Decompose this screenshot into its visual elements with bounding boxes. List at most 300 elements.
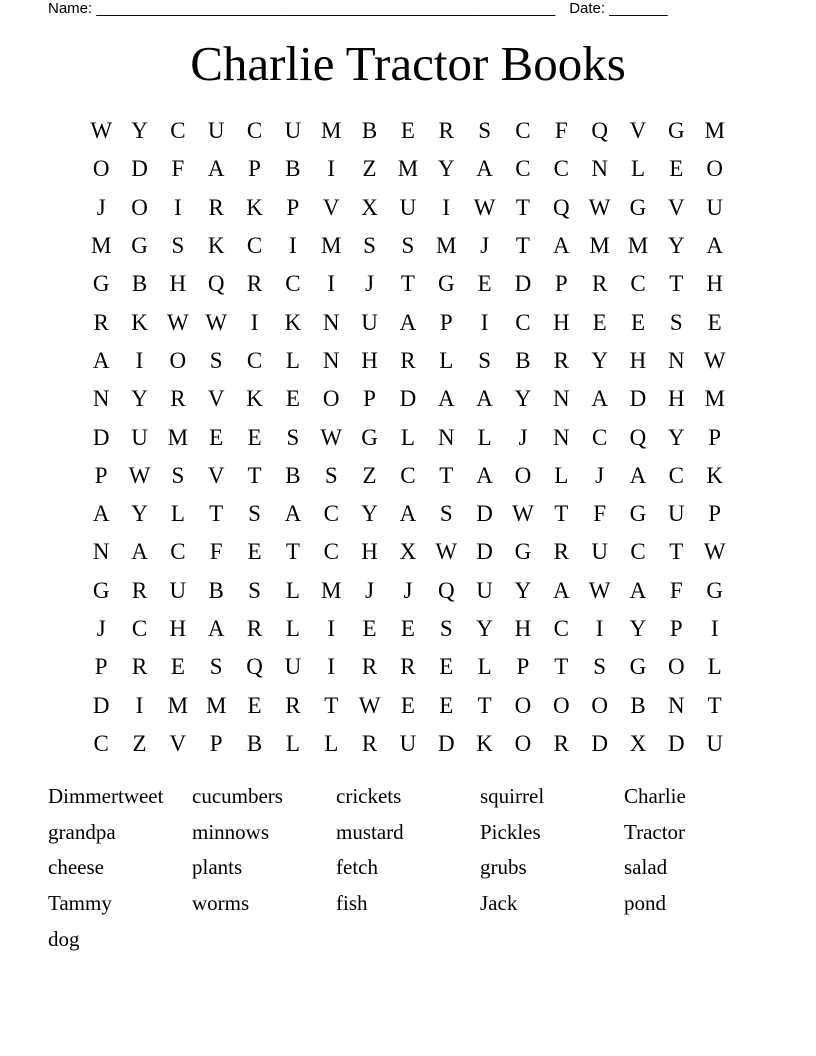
grid-letter: I — [174, 194, 182, 220]
grid-letter: S — [669, 309, 683, 335]
grid-letter: M — [321, 577, 342, 603]
grid-letter: S — [171, 462, 185, 488]
grid-letter: Q — [629, 424, 647, 450]
grid-letter: P — [554, 271, 568, 297]
grid-letter: J — [595, 462, 605, 488]
grid-letter: D — [399, 386, 417, 412]
grid-letter: E — [400, 616, 415, 641]
grid-letter: H — [668, 386, 685, 412]
grid-letter: D — [668, 730, 685, 756]
grid-letter: F — [669, 577, 683, 603]
grid-letter: A — [629, 577, 647, 603]
grid-letter: P — [286, 194, 300, 220]
grid-letter: W — [703, 539, 726, 565]
grid-letter: G — [361, 424, 378, 450]
grid-letter: Y — [131, 118, 148, 144]
grid-letter: B — [361, 118, 378, 144]
grid-letter: V — [322, 194, 340, 220]
grid-letter: S — [439, 501, 453, 527]
grid-letter: V — [169, 730, 187, 756]
grid-letter: B — [285, 156, 301, 182]
grid-letter: Y — [668, 233, 685, 259]
grid-letter: T — [324, 692, 339, 718]
worksheet-header — [48, 0, 668, 18]
grid-row — [82, 725, 734, 763]
grid-letter: L — [285, 730, 300, 756]
grid-letter: J — [365, 577, 375, 603]
grid-letter: U — [399, 730, 417, 756]
grid-letter: N — [437, 424, 455, 450]
grid-letter: S — [478, 347, 491, 373]
grid-letter: C — [630, 271, 646, 297]
grid-letter: A — [92, 347, 110, 373]
grid-letter: E — [209, 424, 224, 450]
grid-letter: E — [400, 692, 415, 718]
grid-letter: C — [246, 233, 263, 259]
grid-letter: A — [552, 233, 570, 259]
grid-letter: A — [207, 616, 225, 641]
grid-letter: P — [363, 386, 376, 412]
grid-letter: R — [131, 577, 148, 603]
grid-letter: V — [629, 118, 647, 144]
grid-letter: Y — [131, 501, 148, 527]
grid-row — [82, 610, 734, 648]
grid-letter: E — [247, 692, 262, 718]
grid-letter: H — [169, 616, 187, 641]
grid-letter: T — [285, 539, 300, 565]
grid-letter: R — [246, 616, 263, 641]
grid-letter: P — [708, 501, 722, 527]
grid-letter: A — [399, 309, 417, 335]
grid-letter: M — [704, 386, 725, 412]
grid-letter: Q — [246, 654, 263, 680]
grid-letter: L — [285, 577, 300, 603]
grid-letter: N — [668, 692, 685, 718]
grid-letter: K — [207, 233, 225, 259]
grid-letter: U — [284, 118, 302, 144]
grid-letter: U — [399, 194, 417, 220]
grid-letter: T — [439, 462, 454, 488]
word-list — [48, 780, 768, 958]
grid-letter: B — [246, 730, 263, 756]
grid-letter: D — [514, 271, 532, 297]
grid-letter: R — [361, 730, 378, 756]
grid-letter: I — [480, 309, 489, 335]
word-list-item: minnows — [192, 819, 270, 844]
grid-letter: R — [285, 692, 301, 718]
grid-letter: M — [205, 692, 227, 718]
word-list-item: squirrel — [480, 784, 545, 808]
grid-letter: U — [131, 424, 148, 450]
grid-letter: L — [554, 462, 569, 488]
grid-letter: T — [669, 539, 684, 565]
grid-row — [82, 303, 734, 341]
grid-letter: H — [629, 347, 647, 373]
grid-letter: U — [476, 577, 493, 603]
grid-letter: B — [131, 271, 148, 297]
grid-letter: O — [514, 730, 532, 756]
grid-letter: M — [321, 233, 342, 259]
grid-letter: W — [358, 692, 381, 718]
grid-letter: V — [207, 386, 225, 412]
grid-letter: N — [322, 347, 340, 373]
grid-letter: T — [477, 692, 492, 718]
grid-letter: X — [399, 539, 417, 565]
grid-letter: C — [400, 462, 416, 488]
grid-letter: I — [135, 347, 144, 373]
letter-grid — [82, 112, 734, 763]
grid-letter: V — [207, 462, 225, 488]
word-list-item: worms — [192, 891, 250, 916]
grid-letter: W — [128, 462, 151, 488]
grid-letter: E — [400, 118, 415, 144]
grid-letter: E — [439, 654, 454, 680]
grid-row — [82, 686, 734, 724]
grid-letter: H — [706, 271, 723, 297]
grid-letter: Y — [514, 577, 532, 603]
word-list-item: Charlie — [624, 784, 686, 808]
grid-letter: L — [477, 424, 492, 450]
grid-letter: F — [171, 156, 185, 182]
grid-letter: E — [477, 271, 492, 297]
grid-letter: P — [94, 654, 108, 680]
grid-letter: Z — [132, 730, 147, 756]
grid-letter: O — [514, 692, 532, 718]
grid-letter: S — [478, 118, 491, 144]
grid-letter: T — [515, 194, 530, 220]
grid-letter: L — [477, 654, 492, 680]
grid-letter: W — [435, 539, 458, 565]
grid-letter: I — [327, 616, 336, 641]
grid-letter: E — [362, 616, 377, 641]
grid-letter: R — [400, 654, 416, 680]
grid-letter: L — [170, 501, 185, 527]
grid-row — [82, 572, 734, 610]
word-list-item: Tammy — [48, 891, 112, 916]
grid-letter: Q — [207, 271, 225, 297]
grid-letter: P — [439, 309, 453, 335]
grid-letter: C — [553, 156, 569, 182]
grid-letter: R — [438, 118, 454, 144]
grid-letter: C — [323, 539, 339, 565]
grid-letter: I — [135, 692, 144, 718]
grid-letter: O — [131, 194, 148, 220]
grid-letter: V — [668, 194, 685, 220]
grid-letter: B — [515, 347, 531, 373]
grid-letter: R — [553, 730, 569, 756]
grid-letter: A — [476, 462, 493, 488]
grid-letter: I — [250, 309, 259, 335]
grid-letter: J — [403, 577, 413, 603]
grid-letter: R — [553, 539, 569, 565]
grid-letter: C — [170, 118, 186, 144]
grid-letter: Z — [362, 156, 377, 182]
grid-letter: O — [322, 386, 340, 412]
grid-letter: W — [320, 424, 343, 450]
grid-letter: C — [246, 118, 263, 144]
grid-letter: R — [93, 309, 109, 335]
grid-letter: A — [284, 501, 302, 527]
word-list-item: grandpa — [48, 819, 116, 844]
grid-row — [82, 648, 734, 686]
grid-letter: I — [327, 156, 336, 182]
grid-letter: L — [285, 616, 300, 641]
grid-letter: D — [92, 692, 110, 718]
grid-letter: A — [552, 577, 570, 603]
grid-letter: B — [630, 692, 646, 718]
grid-letter: Y — [668, 424, 685, 450]
grid-letter: Y — [514, 386, 532, 412]
grid-letter: N — [552, 424, 570, 450]
grid-letter: K — [246, 194, 263, 220]
grid-letter: O — [552, 692, 570, 718]
grid-row — [82, 533, 734, 571]
grid-letter: A — [437, 386, 455, 412]
grid-letter: F — [209, 539, 223, 565]
grid-letter: E — [592, 309, 607, 335]
grid-letter: N — [92, 386, 110, 412]
grid-letter: H — [169, 271, 187, 297]
grid-letter: Y — [437, 156, 455, 182]
grid-letter: I — [327, 271, 336, 297]
word-list-item: cheese — [48, 855, 104, 880]
grid-letter: D — [131, 156, 148, 182]
grid-letter: G — [131, 233, 148, 259]
grid-letter: E — [630, 309, 646, 335]
grid-letter: P — [248, 156, 261, 182]
grid-row — [82, 342, 734, 380]
grid-letter: R — [400, 347, 416, 373]
grid-letter: R — [246, 271, 263, 297]
grid-letter: T — [400, 271, 415, 297]
grid-letter: W — [205, 309, 228, 335]
grid-letter: T — [554, 501, 569, 527]
grid-letter: C — [170, 539, 186, 565]
grid-letter: A — [92, 501, 110, 527]
grid-letter: U — [706, 730, 723, 756]
grid-letter: D — [437, 730, 455, 756]
grid-letter: S — [209, 347, 223, 373]
date-line: Date: _______ — [569, 0, 668, 17]
grid-row — [82, 189, 734, 227]
grid-letter: I — [710, 616, 719, 641]
grid-letter: K — [476, 730, 493, 756]
grid-letter: R — [208, 194, 224, 220]
grid-letter: S — [593, 654, 607, 680]
grid-letter: D — [629, 386, 647, 412]
grid-letter: U — [668, 501, 685, 527]
grid-letter: W — [588, 577, 611, 603]
grid-letter: H — [361, 539, 378, 565]
grid-letter: A — [476, 386, 493, 412]
grid-letter: G — [629, 501, 647, 527]
grid-letter: N — [92, 539, 110, 565]
grid-letter: P — [516, 654, 530, 680]
word-list-item: cucumbers — [192, 784, 283, 808]
grid-letter: C — [93, 730, 109, 756]
grid-letter: A — [476, 156, 493, 182]
grid-letter: I — [442, 194, 451, 220]
grid-letter: Q — [591, 118, 608, 144]
grid-letter: Y — [131, 386, 148, 412]
grid-letter: N — [591, 156, 608, 182]
grid-letter: L — [400, 424, 415, 450]
grid-letter: L — [285, 347, 300, 373]
grid-letter: I — [289, 233, 297, 259]
word-list-item: grubs — [480, 855, 527, 880]
grid-letter: H — [514, 616, 532, 641]
grid-letter: U — [207, 118, 225, 144]
word-list-item: pond — [624, 891, 666, 916]
grid-letter: T — [209, 501, 224, 527]
grid-letter: G — [629, 194, 647, 220]
grid-letter: H — [552, 309, 570, 335]
grid-letter: T — [554, 654, 569, 680]
grid-letter: S — [363, 233, 376, 259]
grid-letter: O — [591, 692, 608, 718]
grid-letter: U — [169, 577, 187, 603]
grid-letter: G — [92, 577, 110, 603]
grid-row — [82, 380, 734, 418]
grid-letter: G — [668, 118, 685, 144]
word-list-item: dog — [48, 926, 80, 951]
grid-letter: Q — [552, 194, 570, 220]
grid-letter: Y — [476, 616, 493, 641]
grid-letter: M — [627, 233, 649, 259]
grid-letter: B — [285, 462, 301, 488]
grid-letter: D — [476, 501, 493, 527]
grid-letter: K — [131, 309, 148, 335]
grid-letter: R — [170, 386, 186, 412]
grid-letter: Z — [362, 462, 377, 488]
grid-letter: U — [284, 654, 302, 680]
grid-letter: C — [131, 616, 148, 641]
grid-letter: S — [324, 462, 338, 488]
grid-letter: A — [131, 539, 148, 565]
grid-letter: X — [361, 194, 378, 220]
grid-letter: D — [591, 730, 608, 756]
grid-letter: C — [591, 424, 608, 450]
grid-letter: X — [629, 730, 647, 756]
word-list-item: fetch — [336, 855, 378, 880]
grid-letter: G — [629, 654, 647, 680]
grid-letter: S — [171, 233, 185, 259]
grid-letter: I — [327, 654, 336, 680]
grid-letter: D — [476, 539, 493, 565]
grid-letter: A — [591, 386, 608, 412]
grid-letter: E — [170, 654, 185, 680]
grid-row — [82, 495, 734, 533]
grid-letter: T — [707, 692, 722, 718]
grid-letter: W — [167, 309, 189, 335]
grid-letter: O — [169, 347, 187, 373]
grid-letter: Y — [629, 616, 647, 641]
grid-letter: O — [514, 462, 532, 488]
grid-letter: U — [591, 539, 608, 565]
grid-letter: O — [668, 654, 685, 680]
word-list-item: Tractor — [624, 819, 686, 844]
grid-letter: O — [706, 156, 723, 182]
grid-letter: M — [704, 118, 725, 144]
grid-letter: U — [706, 194, 723, 220]
grid-letter: G — [437, 271, 455, 297]
grid-letter: T — [247, 462, 262, 488]
grid-letter: P — [209, 730, 223, 756]
grid-letter: J — [96, 194, 106, 220]
grid-letter: O — [92, 156, 110, 182]
grid-letter: E — [247, 424, 262, 450]
grid-letter: L — [707, 654, 722, 680]
grid-letter: C — [323, 501, 339, 527]
grid-letter: C — [515, 309, 531, 335]
word-list-item: crickets — [336, 784, 402, 808]
grid-letter: C — [246, 347, 263, 373]
grid-letter: C — [515, 118, 531, 144]
grid-letter: M — [397, 156, 419, 182]
grid-letter: M — [436, 233, 457, 259]
grid-letter: G — [514, 539, 532, 565]
grid-letter: S — [248, 501, 261, 527]
word-list-item: Dimmertweet — [48, 784, 164, 808]
grid-letter: B — [208, 577, 224, 603]
grid-letter: J — [365, 271, 375, 297]
grid-letter: W — [473, 194, 496, 220]
grid-letter: E — [669, 156, 684, 182]
grid-row — [82, 418, 734, 456]
grid-letter: L — [630, 156, 646, 182]
grid-letter: S — [209, 654, 223, 680]
grid-row — [82, 457, 734, 495]
grid-letter: E — [439, 692, 454, 718]
grid-letter: E — [247, 539, 262, 565]
word-list-item: fish — [336, 891, 368, 916]
grid-letter: M — [167, 424, 189, 450]
grid-letter: R — [131, 654, 148, 680]
grid-letter: C — [515, 156, 531, 182]
grid-letter: F — [554, 118, 568, 144]
grid-row — [82, 265, 734, 303]
grid-letter: C — [668, 462, 684, 488]
grid-letter: P — [669, 616, 683, 641]
grid-letter: S — [286, 424, 300, 450]
grid-letter: J — [96, 616, 106, 641]
grid-letter: W — [512, 501, 534, 527]
grid-letter: Y — [591, 347, 608, 373]
word-list-item: salad — [624, 855, 668, 880]
grid-letter: I — [595, 616, 604, 641]
grid-letter: A — [207, 156, 225, 182]
grid-letter: A — [399, 501, 417, 527]
grid-row — [82, 227, 734, 265]
grid-letter: E — [707, 309, 722, 335]
grid-letter: J — [518, 424, 528, 450]
word-list-item: Pickles — [480, 819, 541, 844]
word-list-item: Jack — [480, 891, 518, 916]
grid-letter: G — [92, 271, 110, 297]
grid-letter: P — [94, 462, 108, 488]
grid-letter: R — [591, 271, 608, 297]
grid-letter: L — [439, 347, 454, 373]
grid-letter: R — [361, 654, 378, 680]
word-list-item: plants — [192, 855, 243, 880]
grid-letter: M — [167, 692, 189, 718]
grid-letter: K — [706, 462, 723, 488]
grid-letter: C — [285, 271, 301, 297]
grid-letter: A — [629, 462, 647, 488]
name-line: Name: _______________________________________________________ — [48, 0, 556, 17]
grid-letter: S — [248, 577, 261, 603]
word-list-item: mustard — [336, 819, 404, 844]
